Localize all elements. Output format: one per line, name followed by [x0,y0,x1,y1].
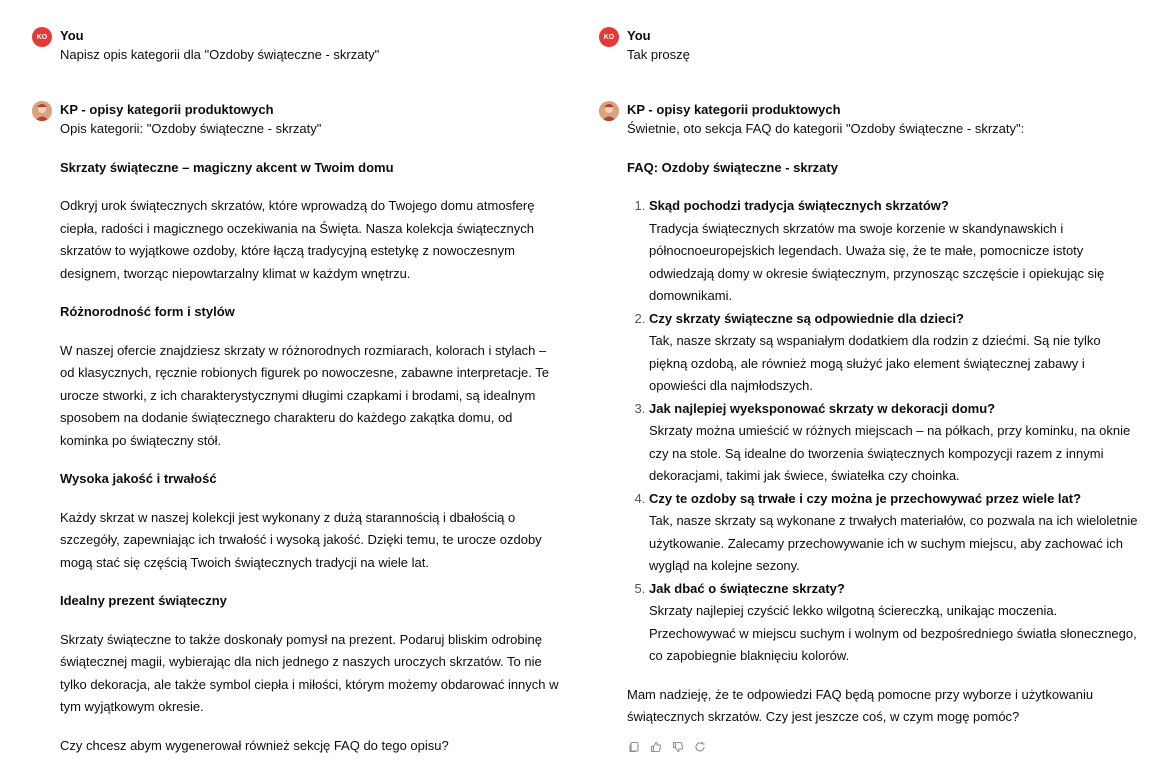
faq-heading: FAQ: Ozdoby świąteczne - skrzaty [627,159,838,175]
section-heading: Wysoka jakość i trwałość [60,471,217,486]
message-author: You [627,28,651,43]
section-text: Każdy skrzat w naszej kolekcji jest wykonany z dużą starannością i dbałością o szczegóły, zapewniając ich trwałość i wysoką jakość. Dzięki temu, te urocze ozdoby mogą stać się częścią Twoich świątecznych tradycji na wiele lat. [60,509,542,570]
user-message [599,27,1139,67]
regenerate-icon[interactable] [693,741,706,754]
section-text: Skrzaty świąteczne to także doskonały pomysł na prezent. Podaruj bliskim odrobinę świątecznej magii, wybierając dla nich jednego z naszych uroczych skrzatów. To nie tylko dekoracja, ale także symbol ciepła i miłości, którym możemy obdarować innych w tym wyjątkowym okresie. [60,631,559,714]
faq-question: 5. Jak dbać o świąteczne skrzaty? [649,580,845,596]
section-heading: Różnorodność form i stylów [60,304,235,319]
thumbs-up-icon[interactable] [649,741,662,754]
section-heading: Skrzaty świąteczne – magiczny akcent w Twoim domu [60,159,394,175]
message-author: KP - opisy kategorii produktowych [627,102,841,117]
faq-item [649,195,1139,308]
closing-text: Czy chcesz abym wygenerował również sekcję FAQ do tego opisu? [60,737,449,753]
intro-text: Opis kategorii: "Ozdoby świąteczne - skrzaty" [60,121,322,136]
user-message [32,27,562,67]
faq-answer: Skrzaty najlepiej czyścić lekko wilgotną ściereczką, unikając moczenia. Przechowywać w miejscu suchym i wolnym od bezpośredniego światła słonecznego, co zapobiegnie blaknięciu kolorów. [649,603,1137,663]
assistant-message [32,101,562,773]
faq-question: 4. Czy te ozdoby są trwałe i czy można je przechowywać przez wiele lat? [649,490,1082,506]
faq-list [627,195,1139,668]
faq-item [649,398,1139,488]
faq-answer: Skrzaty można umieścić w różnych miejscach – na półkach, przy kominku, na oknie czy na stole. Są idealne do tworzenia świątecznych kompozycji razem z innymi dekoracjami, takimi jak świece, światełka czy choinka. [649,423,1131,483]
message-author: You [60,28,84,43]
faq-item [649,308,1139,398]
faq-answer: Tak, nasze skrzaty są wspaniałym dodatkiem dla rodzin z dziećmi. Są nie tylko piękną ozdobą, ale również mogą służyć jako element świątecznej zabawy i opowieści dla najmłodszych. [649,333,1101,393]
user-avatar: KO [32,27,52,47]
faq-item [649,488,1139,578]
section-text: Odkryj urok świątecznych skrzatów, które wprowadzą do Twojego domu atmosferę ciepła, radości i magicznego oczekiwania na Święta. Nasza kolekcja świątecznych skrzatów to wyjątkowe ozdoby, które łączą tradycyjną estetykę z nowoczesnym designem, tworząc niepowtarzalny klimat w każdym wnętrzu. [60,198,535,281]
thumbs-down-icon[interactable] [671,741,684,754]
section-heading: Idealny prezent świąteczny [60,593,227,608]
faq-answer: Tradycja świątecznych skrzatów ma swoje korzenie w skandynawskich i północnoeuropejskich legendach. Uważa się, że te małe, pomocnicze istoty odwiedzają domy w okresie świątecznym, przynosząc szczęście i opiekując się domownikami. [649,220,1105,303]
intro-text: Świetnie, oto sekcja FAQ do kategorii "Ozdoby świąteczne - skrzaty": [627,121,1025,136]
user-message-text: Tak proszę [627,47,690,62]
message-author: KP - opisy kategorii produktowych [60,102,274,117]
faq-question: 3. Jak najlepiej wyeksponować skrzaty w dekoracji domu? [649,400,996,416]
assistant-avatar [32,101,52,121]
user-message-text: Napisz opis kategorii dla "Ozdoby świąteczne - skrzaty" [60,47,380,62]
user-avatar: KO [599,27,619,47]
faq-item [649,578,1139,668]
closing-text: Mam nadzieję, że te odpowiedzi FAQ będą pomocne przy wyborze i użytkowaniu świątecznych skrzatów. Czy jest jeszcze coś, w czym mogę pomóc? [627,686,1094,724]
faq-answer: Tak, nasze skrzaty są wykonane z trwałych materiałów, co pozwala na ich wieloletnie użytkowanie. Zalecamy przechowywanie ich w suchym miejscu, aby zachować ich wygląd na kolejne sezony. [649,513,1138,573]
assistant-avatar-icon [32,101,52,121]
message-actions [627,741,1139,754]
section-text: W naszej ofercie znajdziesz skrzaty w różnorodnych rozmiarach, kolorach i stylach – od klasycznych, ręcznie robionych figurek po nowoczesne, zabawne interpretacje. Te urocze stworki, z ich charakterystycznymi długimi czapkami i brodami, są idealnym sposobem na dodanie świątecznego charakteru do każdego zakątka domu, od kominka po świąteczny stół. [60,342,549,448]
assistant-avatar-icon [599,101,619,121]
assistant-message [599,101,1139,754]
assistant-avatar [599,101,619,121]
faq-question: 1. Skąd pochodzi tradycja świątecznych skrzatów? [649,198,949,213]
faq-question: 2. Czy skrzaty świąteczne są odpowiednie dla dzieci? [649,310,964,326]
copy-icon[interactable] [627,741,640,754]
